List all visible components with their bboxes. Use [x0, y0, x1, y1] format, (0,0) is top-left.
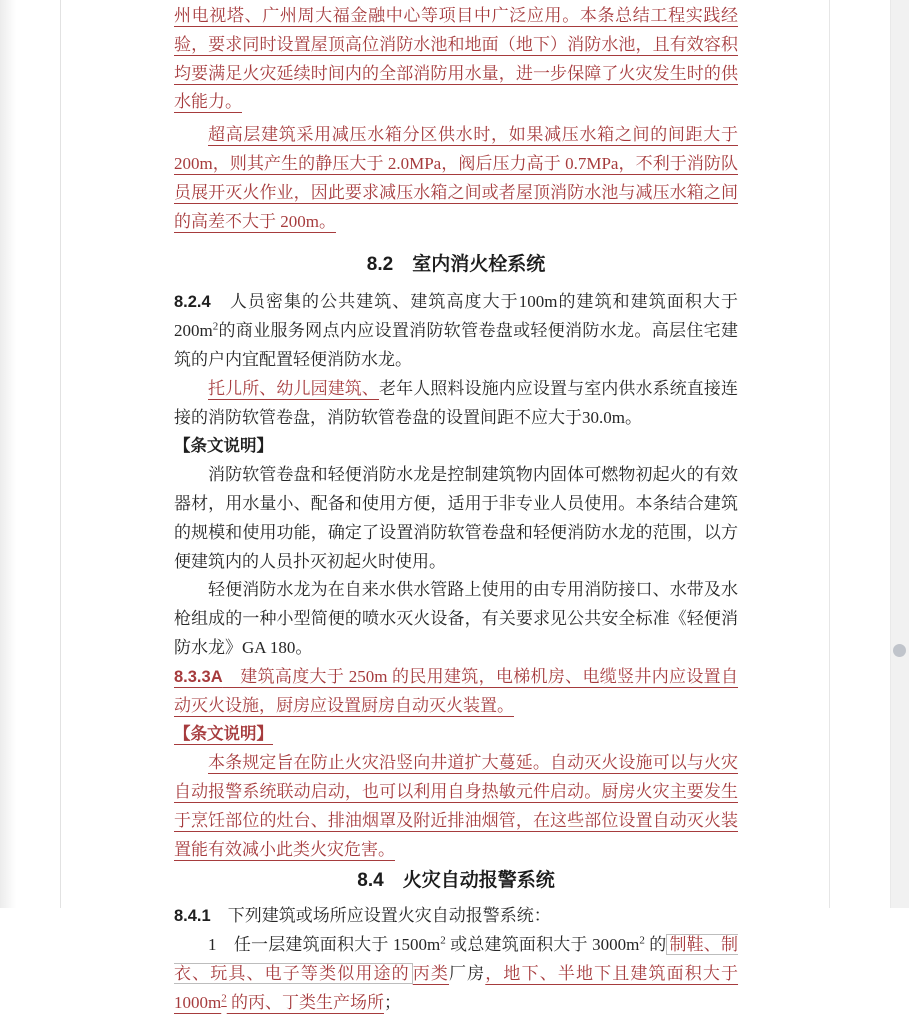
left-margin-shade: [0, 0, 16, 908]
paragraph: [174, 2, 738, 117]
paragraph: [174, 663, 738, 721]
scrollbar-thumb[interactable]: [893, 644, 906, 657]
text-run: ；: [383, 992, 401, 1012]
clause-note-label: [174, 720, 738, 749]
text-run: 轻便消防水龙为在自来水供水管路上使用的由专用消防接口、水带及水枪组成的一种小型简便的喷水灭火设备，有关要求见公共安全标准《轻便消防水龙》GA 180。: [174, 580, 738, 657]
text-run: 1 任一层建筑面积大于 1500m: [208, 935, 441, 955]
text-run: 厂房: [449, 963, 486, 983]
section-heading: 8.4 火灾自动报警系统: [357, 870, 555, 892]
paragraph: [174, 288, 738, 374]
text-run: 消防软管卷盘和轻便消防水龙是控制建筑物内固体可燃物初起火的有效器材，用水量小、配备和使用方便，适用于非专业人员使用。本条结合建筑的规模和使用功能，确定了设置消防软管卷盘和轻便消防水龙的范围，以方便建筑内的人员扑灭初起火时使用。: [174, 465, 738, 571]
text-run: 【条文说明】: [174, 725, 273, 744]
paragraph: [174, 931, 738, 1017]
paragraph: [174, 375, 738, 433]
text-run: 老年人照料设施内应设置与室内供水系统直接连接的消防软管卷盘，消防软管卷盘的设置间距不应大于30.0m。: [174, 378, 738, 427]
section-heading: 8.2 室内消火栓系统: [366, 254, 546, 276]
document-page: [60, 0, 830, 1012]
text-run: 超高层建筑采用减压水箱分区供水时，如果减压水箱之间的间距大于 200m，则其产生的静压大于 2.0MPa，阀后压力高于 0.7MPa，不利于消防队员展开灭火作业，因此要求减压水箱之间或者屋顶消防水池与减压水箱之间的高差不大于 200m。: [174, 125, 738, 231]
text-run: 托儿所、幼儿园建筑、: [208, 378, 379, 398]
text-run: 2: [212, 320, 219, 333]
text-run: ，地下、半地下且建筑面积大于 1000m: [174, 963, 739, 1012]
text-run: 本条规定旨在防止火灾沿竖向井道扩大蔓延。自动灭火设施可以与火灾自动报警系统联动启动，也可以利用自身热敏元件启动。厨房火灾主要发生于烹饪部位的灶台、排油烟罩及附近排油烟管，在这些部位设置自动灭火装置能有效减小此类火灾危害。: [174, 753, 738, 859]
text-run: 或总建筑面积大于 3000m: [445, 935, 640, 955]
paragraph: [174, 576, 738, 662]
scrollbar-track[interactable]: [890, 0, 909, 908]
text-run: 2: [440, 934, 446, 947]
text-run: 的商业服务网点内应设置消防软管卷盘或轻便消防水龙。高层住宅建筑的户内宜配置轻便消防水龙。: [174, 321, 738, 369]
document-content: [174, 2, 738, 1018]
text-run: 建筑高度大于 250m 的民用建筑，电梯机房、电缆竖井内应设置自动灭火设施，厨房应设置厨房自动灭火装置。: [174, 666, 738, 715]
text-run: 8.4.1: [174, 907, 211, 926]
text-run: 丙类: [412, 963, 450, 983]
text-run: 下列建筑或场所应设置火灾自动报警系统：: [210, 906, 551, 926]
text-run: 8.3.3A: [174, 667, 223, 686]
paragraph: [174, 121, 738, 236]
text-run: 【条文说明】: [174, 437, 273, 456]
clause-note-label: [174, 432, 738, 461]
text-run: 制鞋、制衣、玩具、电子等类似用途的: [174, 935, 738, 983]
text-run: 的: [644, 935, 667, 955]
text-run: 州电视塔、广州周大福金融中心等项目中广泛应用。本条总结工程实践经验，要求同时设置屋顶高位消防水池和地面（地下）消防水池，且有效容积均要满足火灾延续时间内的全部消防用水量，进一步保障了火灾发生时的供水能力。: [174, 6, 738, 112]
paragraph: [174, 461, 738, 576]
text-run: 人员密集的公共建筑、建筑高度大于100m的建筑和建筑面积大于200m: [174, 292, 738, 341]
paragraph: [174, 749, 738, 864]
text-run: 2: [221, 992, 227, 1005]
text-run: 8.2.4: [174, 293, 211, 312]
text-run: 2: [639, 934, 645, 947]
text-run: 的丙、丁类生产场所: [226, 992, 384, 1012]
paragraph: [174, 902, 738, 931]
